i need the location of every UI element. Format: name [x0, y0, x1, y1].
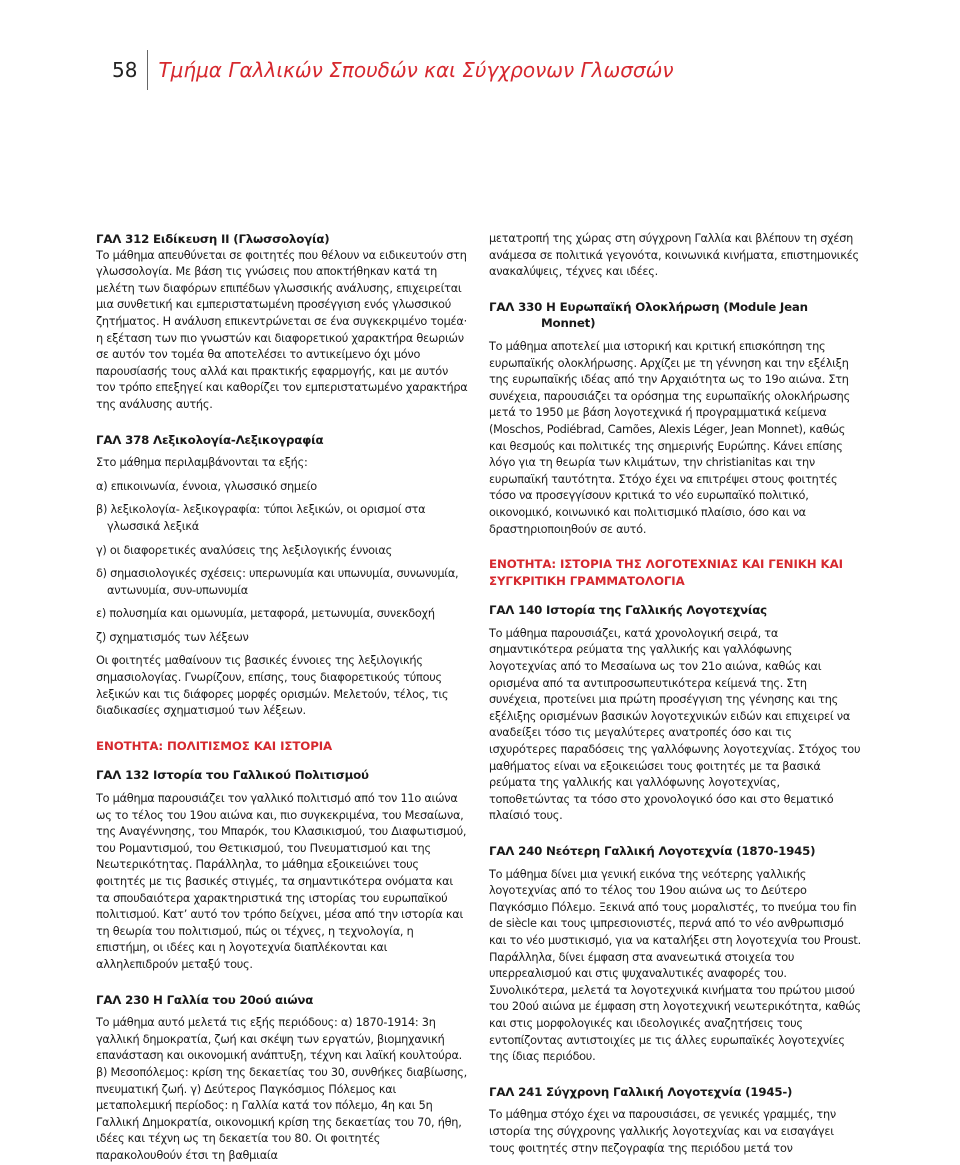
course-text-240: Το μάθημα δίνει μια γενική εικόνα της νεότερης γαλλικής λογοτεχνίας από το τέλος του 19ου αιώνα ως το Δεύτερο Παγκόσμιο Πόλεμο. Ξεκινά από τους μοραλιστές, το πνεύμα του fin de siècle και τους ιμπρεσιονιστές, περνά από το νέο ανθρωπισμό και το νέο μυστικισμό, για να καταλήξει στη λογοτεχνία του Proust. Παράλληλα, δίνει έμφαση στα ανανεωτικά στοιχεία του υπερρεαλισμού και στις ψυχαναλυτικές αναφορές του. Συνολικότερα, μελετά τα λογοτεχνικά κινήματα του πρώτου μισού του 20ού αιώνα με έμφαση στη λογοτεχνική νεωτερικότητα, καθώς και στις μορφολογικές και ιδεολογικές αναζητήσεις τους εντοπίζοντας αντιστοιχίες με τις άλλες ευρωπαϊκές λογοτεχνίες της ίδιας περιόδου. [489, 867, 861, 1064]
course-intro-378: Στο μάθημα περιλαμβάνονται τα εξής: [96, 456, 308, 470]
course-text-330: Το μάθημα αποτελεί μια ιστορική και κριτική επισκόπηση της ευρωπαϊκής ολοκλήρωσης. Αρχίζει με τη γέννηση και την εξέλιξη της ευρωπαϊκής ιδέας από την Αρχαιότητα ως το 19ο αιώνα. Στη συνέχεια, παρουσιάζει τα ορόσημα της ευρωπαϊκής ολοκλήρωσης μετά το 1950 με βάση λογοτεχνικά ή προγραμματικά κείμενα (Moschos, Podiébrad, Camões, Alexis Léger, Jean Monnet), καθώς και θεσμούς και πολιτικές της σημερινής Ευρώπης. Κάνει επίσης λόγο για τη θεωρία των κλιμάτων, την christianitas και την ευρωπαϊκή ταυτότητα. Στόχο έχει να επιτρέψει στους φοιτητές τόσο να προσεγγίσουν κριτικά το νέο ευρωπαϊκό πολιτικό, οικονομικό, κοινωνικό και πολιτισμικό πλαίσιο, όσο και να δραστηριοποιηθούν σε αυτό. [489, 339, 850, 536]
course-heading-330: ΓΑΛ 330 Η Ευρωπαϊκή Ολοκλήρωση (Module Jean Monnet) [489, 299, 808, 331]
list-item: β) λεξικολογία- λεξικογραφία: τύποι λεξικών, οι ορισμοί στα γλωσσικά λεξικά [96, 503, 426, 533]
course-text-241: Το μάθημα στόχο έχει να παρουσιάσει, σε γενικές γραμμές, την ιστορία της σύγχρονης γαλλικής λογοτεχνίας και να εισαγάγει τους φοιτητές στην πεζογραφία της περιόδου μετά τον [489, 1108, 836, 1155]
header-divider [147, 50, 148, 90]
left-column [96, 231, 468, 1165]
course-heading-241: ΓΑΛ 241 Σύγχρονη Γαλλική Λογοτεχνία (1945-) [489, 1084, 793, 1099]
list-item: ε) πολυσημία και ομωνυμία, μεταφορά, μετωνυμία, συνεκδοχή [96, 607, 435, 621]
right-column [489, 231, 861, 1157]
course-heading-378: ΓΑΛ 378 Λεξικολογία-Λεξικογραφία [96, 432, 324, 447]
course-outro-378: Οι φοιτητές μαθαίνουν τις βασικές έννοιες της λεξιλογικής σημασιολογίας. Γνωρίζουν, επίσης, τους διαφορετικούς τύπους λεξικών και τις διάφορες μορφές ορισμών. Μελετούν, τέλος, τις διαδικασίες σχηματισμού των λέξεων. [96, 654, 449, 718]
unit-heading-literature: ΕΝΟΤΗΤΑ: ΙΣΤΟΡΙΑ ΤΗΣ ΛΟΓΟΤΕΧΝΙΑΣ ΚΑΙ ΓΕΝΙΚΗ ΚΑΙ ΣΥΓΚΡΙΤΙΚΗ ΓΡΑΜΜΑΤΟΛΟΓΙΑ [489, 557, 843, 588]
list-item: δ) σημασιολογικές σχέσεις: υπερωνυμία και υπωνυμία, συνωνυμία, αντωνυμία, συν-υπωνυμία [96, 567, 459, 597]
course-heading-312: ΓΑΛ 312 Ειδίκευση ΙΙ (Γλωσσολογία) [96, 232, 330, 246]
course-heading-132: ΓΑΛ 132 Ιστορία του Γαλλικού Πολιτισμού [96, 768, 369, 783]
course-heading-140: ΓΑΛ 140 Ιστορία της Γαλλικής Λογοτεχνίας [489, 603, 767, 618]
page-header [112, 50, 674, 90]
page-number: 58 [112, 58, 138, 82]
list-item: α) επικοινωνία, έννοια, γλωσσικό σημείο [96, 479, 317, 493]
course-text-140: Το μάθημα παρουσιάζει, κατά χρονολογική σειρά, τα σημαντικότερα ρεύματα της γαλλικής και γαλλόφωνης λογοτεχνίας από το Μεσαίωνα ως τον 21ο αιώνα, καθώς και ορισμένα από τα αντιπροσωπευτικότερα κείμενά της. Στη συνέχεια, προτείνει μια πρώτη προσέγγιση της γένησης και της εξέλιξης ορισμένων βασικών λογοτεχνικών ειδών και επιχειρεί να αναδείξει τόσο τις μεγαλύτερες ανατροπές όσο και τις ισχυρότερες παραδόσεις της γαλλόφωνης λογοτεχνίας. Στόχος του μαθήματος είναι να εξοικειώσει τους φοιτητές με τα βασικά ρεύματα της γαλλικής και γαλλόφωνης λογοτεχνίας, τοποθετώντας τα τόσο στο χρονολογικό όσο και στο θεματικό πλαίσιό τους. [489, 626, 861, 823]
course-text-312: Το μάθημα απευθύνεται σε φοιτητές που θέλουν να ειδικευτούν στη γλωσσολογία. Με βάση τις γνώσεις που αποκτήθηκαν κατά τη μελέτη των διαφόρων επιπέδων γλωσσικής ανάλυσης, επιχειρείται μια συνθετική και εμπεριστατωμένη προσέγγιση ενός γλωσσικού ζητήματος. Η ανάλυση επικεντρώνεται σε ένα συγκεκριμένο τομέα· η εξέταση των πιο γνωστών και διαφορετικού χαρακτήρα θεωριών σε αυτόν τον τομέα θα αποτελέσει το αντικείμενο όχι μόνο παρουσίασής τους αλλά και πρακτικής εφαρμογής, και με αυτόν τον τρόπο επεξηγεί και καθορίζει τον εμπεριστατωμένο χαρακτήρα της ανάλυσης αυτής. [96, 248, 468, 411]
course-text-230-continued: μετατροπή της χώρας στη σύγχρονη Γαλλία και βλέπουν τη σχέση ανάμεσα σε πολιτικά γεγονότα, κοινωνικά κινήματα, επιστημονικές ανακαλύψεις, τέχνες και ιδέες. [489, 232, 859, 279]
list-item: γ) οι διαφορετικές αναλύσεις της λεξιλογικής έννοιας [96, 543, 392, 557]
unit-heading-culture: ΕΝΟΤΗΤΑ: ΠΟΛΙΤΙΣΜΟΣ ΚΑΙ ΙΣΤΟΡΙΑ [96, 738, 333, 753]
course-text-230: Το μάθημα αυτό μελετά τις εξής περιόδους: α) 1870-1914: 3η γαλλική δημοκρατία, ζωή και σκέψη των εργατών, βιομηχανική επανάσταση και οικονομική ανάπτυξη, τέχνη και λαϊκή κουλτούρα. β) Μεσοπόλεμος: κρίση της δεκαετίας του 30, συνθήκες διαβίωσης, πνευματική ζωή. γ) Δεύτερος Παγκόσμιος Πόλεμος και μεταπολεμική περίοδος: η Γαλλία κατά τον πόλεμο, 4η και 5η Γαλλική Δημοκρατία, οικονομική κρίση της δεκαετίας του 70, ήθη, ιδέες και τέχνη ως τη δεκαετία του 80. Οι φοιτητές παρακολουθούν έτσι τη βαθμιαία [96, 1016, 467, 1162]
page-title: Τμήμα Γαλλικών Σπουδών και Σύγχρονων Γλωσσών [158, 58, 674, 82]
course-heading-240: ΓΑΛ 240 Νεότερη Γαλλική Λογοτεχνία (1870-1945) [489, 844, 816, 858]
course-heading-230: ΓΑΛ 230 Η Γαλλία του 20ού αιώνα [96, 992, 314, 1007]
course-text-132: Το μάθημα παρουσιάζει τον γαλλικό πολιτισμό από τον 11ο αιώνα ως το τέλος του 19ου αιώνα και, πιο συγκεκριμένα, του Μεσαίωνα, της Αναγέννησης, του Μπαρόκ, του Κλασικισμού, του Διαφωτισμού, του Ρομαντισμού, του Θετικισμού, του Πνευματισμού και της Νεωτερικότητας. Παράλληλα, το μάθημα εξοικειώνει τους φοιτητές με τις βασικές στιγμές, τα σημαντικότερα ονόματα και τα σπουδαιότερα χαρακτηριστικά της ιστορίας του ευρωπαϊκού πολιτισμού. Κατ’ αυτό τον τρόπο δείχνει, μέσα από την ιστορία και τη θεωρία του πολιτισμού, πώς οι τέχνες, η τεχνολογία, η επιστήμη, οι ιδέες και η λογοτεχνία διαπλέκονται και αλληλεπιδρούν μεταξύ τους. [96, 792, 467, 971]
list-item: ζ) σχηματισμός των λέξεων [96, 630, 249, 644]
